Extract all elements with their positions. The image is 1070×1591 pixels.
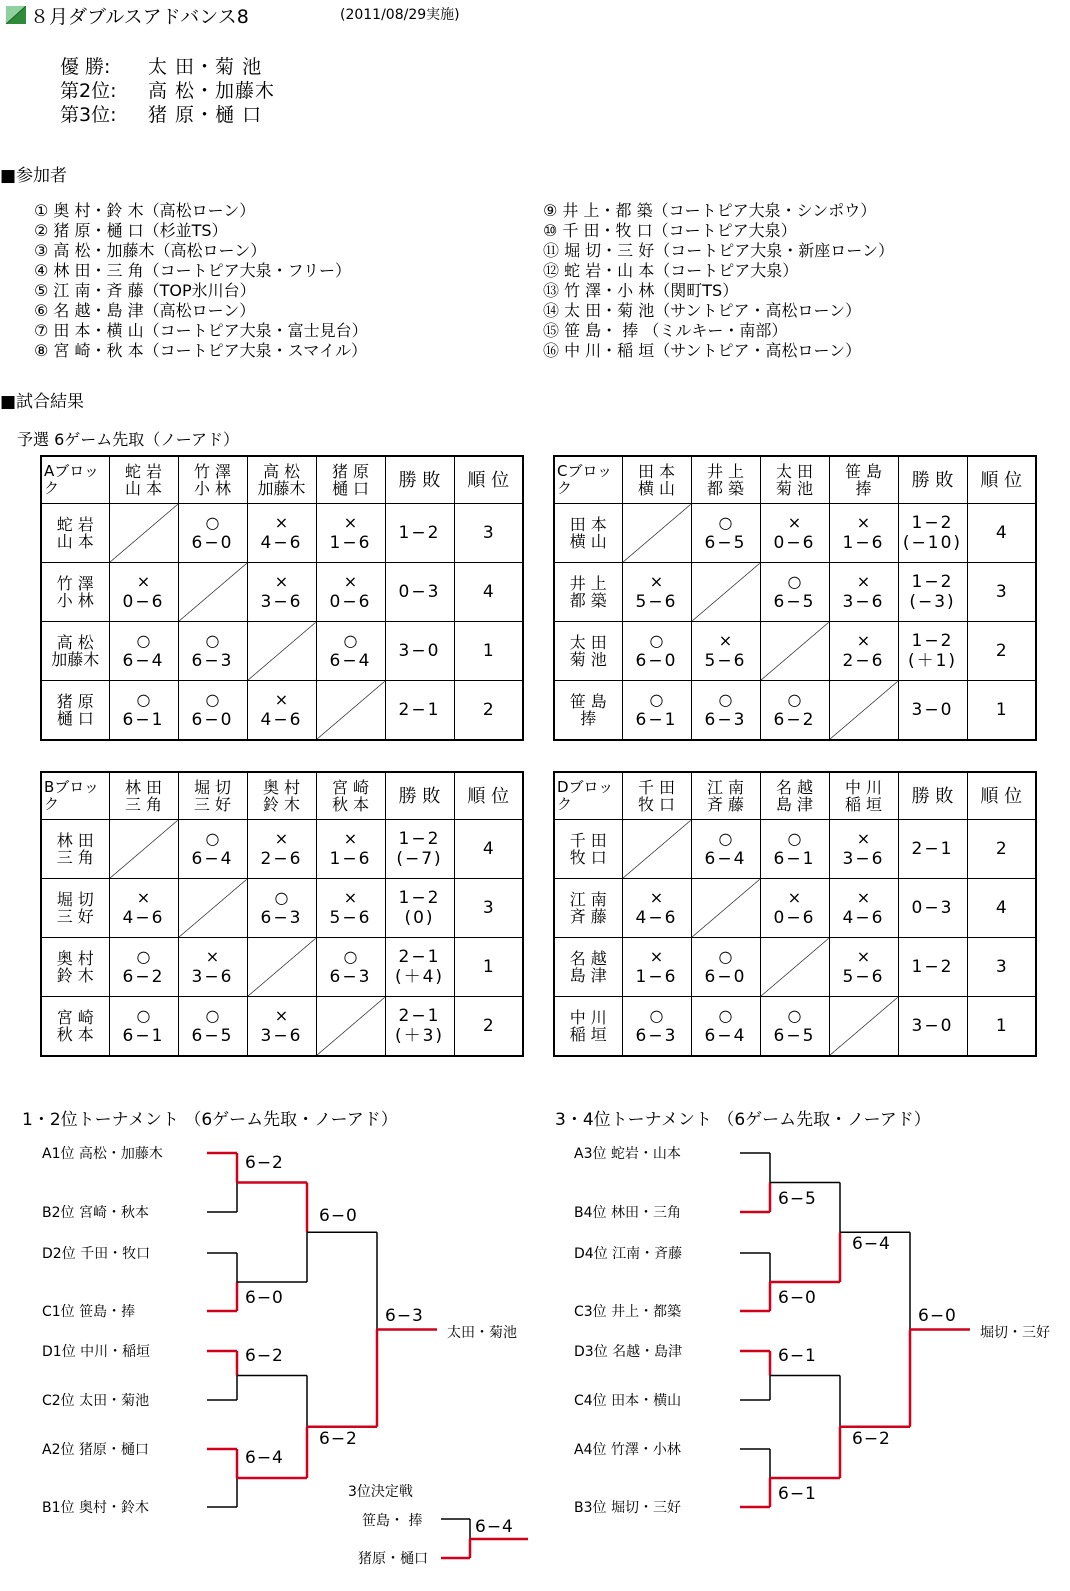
loss-mark: × [136,572,151,591]
participant-entry: ⑯ 中 川・稲 垣（サントピア・高松ローン） [543,341,862,360]
round2-score: 6−2 [319,1428,358,1449]
win-mark: ○ [205,1006,220,1025]
match-score: 6−3 [260,908,303,928]
team-row-label: 猪 原 樋 口 [41,681,109,741]
win-mark: ○ [274,888,289,907]
match-score: 2−6 [260,849,303,869]
loss-mark: × [787,513,802,532]
loss-mark: × [205,947,220,966]
match-score: 3−6 [191,967,234,987]
third-place-entry: 猪原・樋口 [358,1551,428,1567]
block-name: Bブロック [41,772,109,820]
win-mark: ○ [136,631,151,650]
match-score: 6−0 [191,710,234,730]
win-mark: ○ [343,947,358,966]
team-row-label: 江 南 斉 藤 [554,879,622,938]
win-loss-record: 3−0 [898,997,967,1057]
win-mark: ○ [205,690,220,709]
rank-value: 3 [454,879,523,938]
loss-mark: × [856,572,871,591]
win-mark: ○ [787,690,802,709]
loss-mark: × [343,572,358,591]
rank-header: 順 位 [967,772,1036,820]
match-score: 5−6 [635,592,678,612]
participant-entry: ② 猪 原・樋 口（杉並TS） [34,221,228,240]
team-header: 笹 島 捧 [829,456,898,504]
tournament-12-title: 1・2位トーナメント （6ゲーム先取・ノーアド） [22,1110,398,1130]
match-score: 6−0 [191,533,234,553]
win-loss-record: 0−3 [898,879,967,938]
win-loss-record: 1−2 [898,938,967,997]
participant-entry: ⑭ 太 田・菊 池（サントピア・高松ローン） [543,301,862,320]
participant-entry: ⑪ 堀 切・三 好（コートピア大泉・新座ローン） [543,241,894,260]
team-header: 竹 澤 小 林 [178,456,247,504]
win-mark: ○ [649,631,664,650]
match-score: 4−6 [260,533,303,553]
win-mark: ○ [649,1006,664,1025]
third-place-title: 3位決定戦 [348,1484,413,1500]
participant-entry: ⑩ 千 田・牧 口（コートピア大泉） [543,221,797,240]
win-mark: ○ [787,829,802,848]
team-row-label: 奥 村 鈴 木 [41,938,109,997]
match-score: 1−6 [329,849,372,869]
bracket-entry: D2位 千田・牧口 [42,1246,151,1262]
participant-entry: ① 奥 村・鈴 木（高松ローン） [34,201,256,220]
team-header: 田 本 横 山 [622,456,691,504]
loss-mark: × [856,513,871,532]
third-place-entry: 笹島・ 捧 [362,1513,423,1529]
win-loss-record: 2−1 [898,820,967,879]
rank-value: 3 [454,504,523,563]
third-value: 猪 原・樋 口 [148,104,263,126]
loss-mark: × [274,572,289,591]
win-mark: ○ [718,947,733,966]
win-mark: ○ [718,1006,733,1025]
champion-name: 太田・菊池 [447,1324,517,1341]
match-score: 6−4 [329,651,372,671]
participant-entry: ⑦ 田 本・横 山（コートピア大泉・富士見台） [34,321,368,340]
team-header: 千 田 牧 口 [622,772,691,820]
rank-value: 2 [967,622,1036,681]
match-score: 6−4 [704,849,747,869]
match-score: 4−6 [635,908,678,928]
match-score: 6−3 [704,710,747,730]
loss-mark: × [274,1006,289,1025]
win-loss-record: 1−2 (−10) [898,504,967,563]
win-loss-header: 勝 敗 [898,772,967,820]
winner-label: 優 勝: [60,56,111,78]
rank-value: 1 [454,622,523,681]
participant-entry: ⑤ 江 南・斉 藤（TOP氷川台） [34,281,256,300]
win-loss-record: 3−0 [898,681,967,741]
team-row-label: 堀 切 三 好 [41,879,109,938]
team-header: 堀 切 三 好 [178,772,247,820]
final-score: 6−3 [385,1305,424,1326]
match-score: 1−6 [329,533,372,553]
team-header: 宮 崎 秋 本 [316,772,385,820]
loss-mark: × [274,513,289,532]
rank-value: 4 [967,504,1036,563]
participant-entry: ⑥ 名 越・島 津（高松ローン） [34,301,256,320]
participant-entry: ③ 高 松・加藤木（高松ローン） [34,241,267,260]
match-score: 4−6 [842,908,885,928]
rank-header: 順 位 [967,456,1036,504]
match-score: 6−4 [704,1026,747,1046]
rank-value: 1 [967,997,1036,1057]
bracket-entry: B1位 奥村・鈴木 [42,1500,149,1516]
rank-value: 2 [967,820,1036,879]
rank-value: 3 [967,563,1036,622]
match-score: 0−6 [773,533,816,553]
match-score: 4−6 [260,710,303,730]
block-name: Aブロック [41,456,109,504]
win-mark: ○ [205,631,220,650]
bracket-entry: B4位 林田・三角 [574,1205,681,1221]
bracket-entry: D1位 中川・稲垣 [42,1344,151,1360]
loss-mark: × [136,888,151,907]
team-row-label: 笹 島 捧 [554,681,622,741]
win-loss-record: 2−1 (＋4) [385,938,454,997]
loss-mark: × [649,947,664,966]
loss-mark: × [856,631,871,650]
match-score: 6−5 [704,533,747,553]
win-loss-record: 0−3 [385,563,454,622]
rank-value: 1 [967,681,1036,741]
round1-score: 6−0 [245,1288,284,1308]
win-mark: ○ [718,513,733,532]
win-loss-record: 2−1 (＋3) [385,997,454,1057]
team-header: 林 田 三 角 [109,772,178,820]
rank-value: 2 [454,997,523,1057]
win-mark: ○ [205,829,220,848]
match-score: 6−3 [635,1026,678,1046]
loss-mark: × [343,513,358,532]
match-score: 0−6 [122,592,165,612]
match-score: 6−3 [191,651,234,671]
win-loss-record: 1−2 (−7) [385,820,454,879]
bracket-entry: A4位 竹澤・小林 [574,1442,681,1458]
win-mark: ○ [136,1006,151,1025]
loss-mark: × [343,888,358,907]
match-score: 0−6 [773,908,816,928]
loss-mark: × [856,829,871,848]
match-score: 3−6 [260,592,303,612]
team-header: 中 川 稲 垣 [829,772,898,820]
match-score: 6−1 [773,849,816,869]
match-score: 6−3 [329,967,372,987]
team-header: 奥 村 鈴 木 [247,772,316,820]
bracket-entry: D4位 江南・斉藤 [574,1246,683,1262]
win-loss-record: 3−0 [385,622,454,681]
round1-score: 6−1 [778,1484,817,1504]
match-score: 1−6 [842,533,885,553]
win-mark: ○ [343,631,358,650]
match-score: 6−1 [122,1026,165,1046]
team-header: 江 南 斉 藤 [691,772,760,820]
participants-heading: ■参加者 [0,166,68,186]
round2-score: 6−0 [319,1206,358,1227]
winner-value: 太 田・菊 池 [148,56,263,78]
prelim-heading: 予選 6ゲーム先取（ノーアド） [17,430,239,449]
loss-mark: × [649,572,664,591]
match-score: 6−0 [704,967,747,987]
round1-score: 6−2 [245,1152,284,1173]
team-row-label: 名 越 島 津 [554,938,622,997]
match-score: 1−6 [635,967,678,987]
match-score: 6−0 [635,651,678,671]
loss-mark: × [718,631,733,650]
team-row-label: 田 本 横 山 [554,504,622,563]
bracket-entry: A3位 蛇岩・山本 [574,1146,681,1162]
match-score: 5−6 [704,651,747,671]
loss-mark: × [856,888,871,907]
tournament-34-title: 3・4位トーナメント （6ゲーム先取・ノーアド） [555,1110,931,1130]
team-row-label: 高 松 加藤木 [41,622,109,681]
second-label: 第2位: [60,80,117,102]
win-loss-header: 勝 敗 [385,772,454,820]
match-score: 6−1 [635,710,678,730]
team-header: 蛇 岩 山 本 [109,456,178,504]
rank-value: 4 [454,563,523,622]
match-score: 3−6 [842,592,885,612]
bracket-entry: A1位 高松・加藤木 [42,1146,163,1162]
win-loss-record: 1−2 (−3) [898,563,967,622]
loss-mark: × [787,888,802,907]
round1-score: 6−2 [245,1345,284,1366]
match-score: 6−5 [191,1026,234,1046]
match-score: 5−6 [842,967,885,987]
round2-score: 6−2 [852,1428,891,1449]
win-loss-header: 勝 敗 [385,456,454,504]
round2-score: 6−4 [852,1234,891,1255]
third-label: 第3位: [60,104,117,126]
participant-entry: ⑬ 竹 澤・小 林（関町TS） [543,281,739,300]
bracket-entry: A2位 猪原・樋口 [42,1442,149,1458]
match-score: 6−4 [191,849,234,869]
match-score: 6−2 [773,710,816,730]
team-row-label: 井 上 都 築 [554,563,622,622]
team-row-label: 中 川 稲 垣 [554,997,622,1057]
match-score: 6−4 [122,651,165,671]
rank-value: 3 [967,938,1036,997]
rank-value: 1 [454,938,523,997]
loss-mark: × [274,829,289,848]
match-score: 2−6 [842,651,885,671]
team-row-label: 千 田 牧 口 [554,820,622,879]
rank-value: 4 [967,879,1036,938]
loss-mark: × [343,829,358,848]
block-name: Cブロック [554,456,622,504]
round1-score: 6−5 [778,1188,817,1209]
team-header: 井 上 都 築 [691,456,760,504]
loss-mark: × [856,947,871,966]
second-value: 高 松・加藤木 [148,80,276,102]
win-loss-header: 勝 敗 [898,456,967,504]
loss-mark: × [649,888,664,907]
match-score: 0−6 [329,592,372,612]
participant-entry: ⑫ 蛇 岩・山 本（コートピア大泉） [543,261,799,280]
rank-header: 順 位 [454,772,523,820]
win-mark: ○ [136,947,151,966]
team-header: 名 越 島 津 [760,772,829,820]
bracket-entry: B3位 堀切・三好 [574,1500,681,1516]
match-score: 6−5 [773,1026,816,1046]
bracket-entry: C2位 太田・菊池 [42,1393,150,1409]
third-place-score: 6−4 [475,1517,514,1537]
champion-name: 堀切・三好 [980,1324,1050,1341]
team-header: 太 田 菊 池 [760,456,829,504]
match-score: 3−6 [260,1026,303,1046]
block-name: Dブロック [554,772,622,820]
page-title: ８月ダブルスアドバンス8 [30,6,249,28]
participant-entry: ④ 林 田・三 角（コートピア大泉・フリー） [34,261,351,280]
event-date: (2011/08/29実施) [340,7,460,23]
win-mark: ○ [718,829,733,848]
match-score: 6−5 [773,592,816,612]
bracket-entry: C3位 井上・都築 [574,1304,682,1320]
rank-value: 4 [454,820,523,879]
round1-score: 6−4 [245,1448,284,1468]
rank-value: 2 [454,681,523,741]
match-results-heading: ■試合結果 [0,392,85,412]
bracket-entry: C4位 田本・横山 [574,1393,682,1409]
team-row-label: 林 田 三 角 [41,820,109,879]
match-score: 3−6 [842,849,885,869]
bracket-entry: D3位 名越・島津 [574,1344,683,1360]
match-score: 4−6 [122,908,165,928]
match-score: 6−2 [122,967,165,987]
win-loss-record: 2−1 [385,681,454,741]
match-score: 5−6 [329,908,372,928]
team-row-label: 蛇 岩 山 本 [41,504,109,563]
win-loss-record: 1−2 (＋1) [898,622,967,681]
win-mark: ○ [205,513,220,532]
team-row-label: 宮 崎 秋 本 [41,997,109,1057]
team-header: 猪 原 樋 口 [316,456,385,504]
team-row-label: 太 田 菊 池 [554,622,622,681]
round1-score: 6−1 [778,1345,817,1366]
loss-mark: × [274,690,289,709]
team-header: 高 松 加藤木 [247,456,316,504]
win-loss-record: 1−2 (0) [385,879,454,938]
rank-header: 順 位 [454,456,523,504]
bracket-entry: C1位 笹島・捧 [42,1304,136,1320]
bracket-entry: B2位 宮崎・秋本 [42,1205,149,1221]
win-mark: ○ [718,690,733,709]
participant-entry: ⑨ 井 上・都 築（コートピア大泉・シンポウ） [543,201,877,220]
participant-entry: ⑧ 宮 崎・秋 本（コートピア大泉・スマイル） [34,341,367,360]
round1-score: 6−0 [778,1288,817,1308]
win-mark: ○ [136,690,151,709]
win-mark: ○ [787,1006,802,1025]
win-mark: ○ [649,690,664,709]
team-row-label: 竹 澤 小 林 [41,563,109,622]
match-score: 6−1 [122,710,165,730]
final-score: 6−0 [918,1305,957,1326]
participant-entry: ⑮ 笹 島・ 捧 （ミルキー・南部） [543,321,788,340]
win-mark: ○ [787,572,802,591]
win-loss-record: 1−2 [385,504,454,563]
